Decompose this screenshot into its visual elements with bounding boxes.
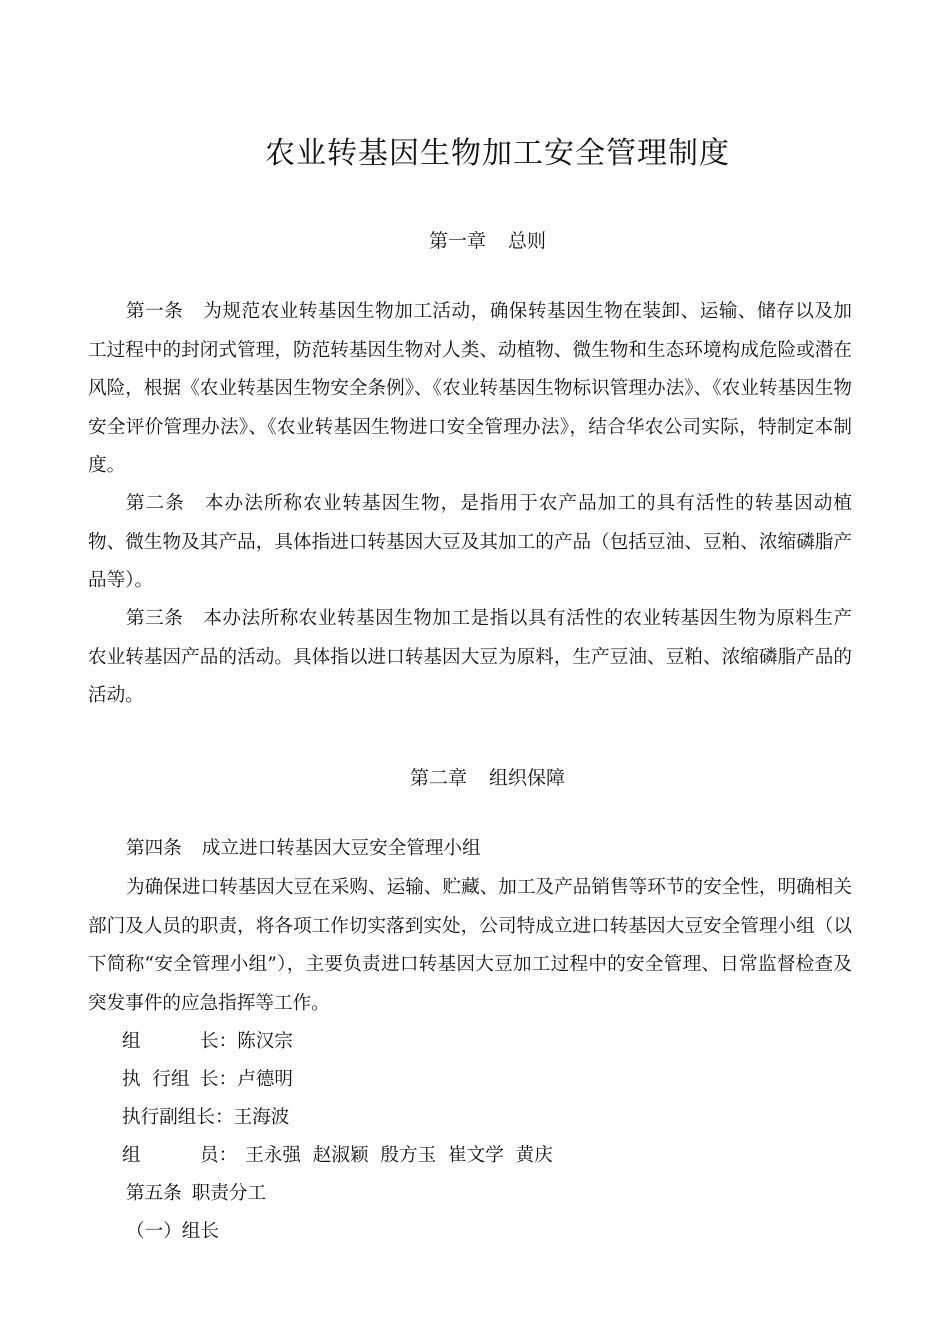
member-role-a: 执行副组长： [122,1107,234,1128]
member-name: 陈汉宗 [237,1031,293,1052]
member-role-a: 组 [122,1031,141,1052]
article-2 [88,485,852,601]
article-5-label: 第五条 [126,1183,182,1204]
article-1-label: 第一条 [126,301,184,322]
member-name: 卢德明 [237,1069,293,1090]
document-title: 农业转基因生物加工安全管理制度 [265,136,730,171]
member-name: 王海波 [233,1107,290,1128]
article-4-title: 成立进口转基因大豆安全管理小组 [201,838,481,859]
member-names: 王永强 赵淑颖 殷方玉 崔文学 黄庆 [245,1145,553,1166]
chapter-1-name: 总则 [508,230,547,252]
article-5-heading [126,1175,266,1213]
chapter-1-number: 第一章 [428,230,486,252]
article-1-text: 为规范农业转基因生物加工活动，确保转基因生物在装卸、运输、储存以及加工过程中的封闭式管理，防范转基因生物对人类、动植物、微生物和生态环境构成危险或潜在风险，根据《农业转基因生物安全条例》、《农业转基因生物标识管理办法》、《农业转基因生物安全评价管理办法》、《农业转基因生物进口安全管理办法》，结合华农公司实际，特制定本制度。 [88,301,852,477]
article-3-text: 本办法所称农业转基因生物加工是指以具有活性的农业转基因生物为原料生产农业转基因产品的活动。具体指以进口转基因大豆为原料，生产豆油、豆粕、浓缩磷脂产品的活动。 [88,608,852,707]
article-4-label: 第四条 [126,838,182,859]
article-2-label: 第二条 [126,493,185,514]
article-5-title: 职责分工 [191,1183,267,1204]
subsection-1-heading: （一）组长 [126,1221,219,1242]
member-row-members [122,1137,553,1175]
member-row-deputy-leader [122,1099,289,1137]
member-role-a: 执 行组 [122,1069,190,1090]
member-role-b: 员： [200,1145,238,1166]
chapter-2-name: 组织保障 [489,767,566,789]
member-role-a: 组 [122,1145,141,1166]
article-3 [88,600,852,716]
member-row-executive-leader [122,1061,293,1099]
chapter-2-heading [0,763,950,790]
chapter-2-number: 第二章 [409,767,467,789]
member-row-leader [122,1023,293,1061]
article-1 [88,293,852,486]
chapter-1-heading [0,226,950,253]
article-4-paragraph: 为确保进口转基因大豆在采购、运输、贮藏、加工及产品销售等环节的安全性，明确相关部门及人员的职责，将各项工作切实落到实处，公司特成立进口转基因大豆安全管理小组（以下简称“安全管理小组”），主要负责进口转基因大豆加工过程中的安全管理、日常监督检查及突发事件的应急指挥等工作。 [88,877,852,1014]
article-2-text: 本办法所称农业转基因生物，是指用于农产品加工的具有活性的转基因动植物、微生物及其产品，具体指进口转基因大豆及其加工的产品（包括豆油、豆粕、浓缩磷脂产品等）。 [88,493,852,592]
member-role-b: 长： [200,1069,238,1090]
article-3-label: 第三条 [126,608,184,629]
member-role-b: 长： [200,1031,238,1052]
article-4-heading [126,830,481,868]
